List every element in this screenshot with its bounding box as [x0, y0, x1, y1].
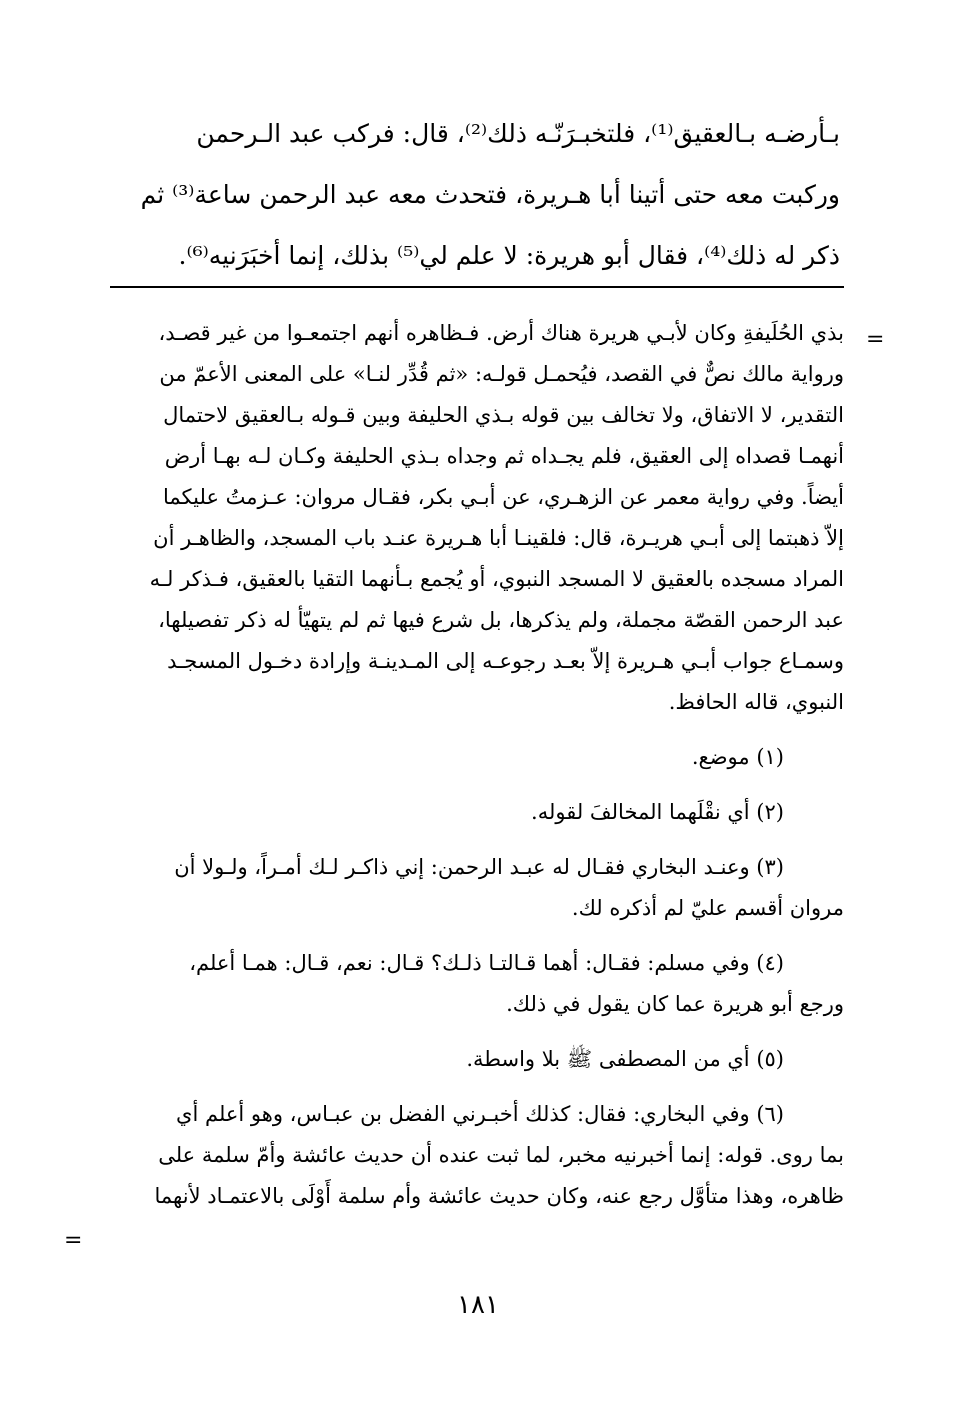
spacer [104, 723, 844, 737]
footnote-line: بما روى. قوله: إنما أخبرنيه مخبر، لما ثبت عنده أن حديث عائشة وأمّ سلمة على [158, 1143, 844, 1167]
footnote-line: أيضاً. وفي رواية معمر عن الزهـري، عن أبـي بكر، فقـال مروان: عـزمتُ عليكما [163, 485, 844, 509]
spacer [104, 1025, 844, 1039]
main-line: ذكر له ذلك⁽⁴⁾، فقال أبو هريرة: لا علم لي⁽⁵⁾ بذلك، إنما أخبَرَنيه⁽⁶⁾. [178, 241, 840, 270]
footnote-line: (٤) وفي مسلم: فقـال: أهما قـالتـا ذلـك؟ قـال: نعم، قـال: همـا أعلم، [189, 951, 784, 975]
footnote-5 [104, 1039, 844, 1080]
footnote-line: النبوي، قاله الحافظ. [668, 690, 844, 714]
footnotes-section [104, 313, 844, 1217]
footnote-line: عبد الرحمن القصّة مجملة، ولم يذكرها، بل شرع فيها ثم لم يتهيّأ له ذكر تفصيلها، [158, 608, 844, 632]
main-line: بـأرضـه بـالعقيق⁽¹⁾، فلتخبـرَنّـه ذلك⁽²⁾، قال: فركب عبد الـرحمن [196, 119, 840, 148]
footnote-line: ظاهره، وهذا متأوَّل رجع عنه، وكان حديث عائشة وأم سلمة أَوْلَى بالاعتمـاد لأنهما [154, 1184, 844, 1208]
spacer [104, 833, 844, 847]
main-line: وركبت معه حتى أتينا أبا هـريرة، فتحدث معه عبد الرحمن ساعة⁽³⁾ ثم [140, 180, 840, 209]
footnote-continuation [104, 313, 844, 723]
page-number: ١٨١ [457, 1290, 499, 1320]
footnote-line: مروان أقسم عليّ لم أذكره لك. [571, 896, 844, 920]
footnote-line: بذي الحُلَيفةِ وكان لأبـي هريرة هناك أرض. فـظاهره أنهم اجتمعـوا من غير قصـد، [158, 321, 844, 345]
footnote-2 [104, 792, 844, 833]
footnote-line: (١) موضع. [691, 745, 784, 769]
footnote-1 [104, 737, 844, 778]
footnote-line: (٥) أي من المصطفى ﷺ بلا واسطة. [466, 1047, 784, 1071]
footnote-line: (٦) وفي البخاري: فقال: كذلك أخبـرني الفضل بن عبـاس، وهو أعلم أي [176, 1102, 784, 1126]
footnote-line: ورجع أبو هريرة عما كان يقول في ذلك. [506, 992, 844, 1016]
main-text [104, 103, 840, 286]
footnote-3 [104, 847, 844, 929]
footnote-line: وسمـاع جواب أبـي هـريرة إلاّ بعـد رجوعـه إلى المـدينـة وإرادة دخـول المسجـد [167, 649, 844, 673]
footnote-line: المراد مسجده بالعقيق لا المسجد النبوي، أو يُجمع بـأنهما التقيا بالعقيق، فـذكر لـه [149, 567, 844, 591]
continuation-mark-top: = [866, 327, 885, 352]
spacer [104, 929, 844, 943]
spacer [104, 1080, 844, 1094]
footnote-line: ورواية مالك نصٌّ في القصد، فيُحمـل قولـه: «ثم قُدِّر لنـا» على المعنى الأعمّ من [159, 362, 844, 386]
footnote-separator [110, 286, 844, 288]
footnote-4 [104, 943, 844, 1025]
footnote-line: (٣) وعنـد البخاري فقـال له عبـد الرحمن: إني ذاكـر لـك أمـراً، ولـولا أن [174, 855, 784, 879]
footnote-line: أنهمـا قصداه إلى العقيق، فلم يجـداه ثم وجداه بـذي الحليفة وكـان لـه بهـا أرض [164, 444, 844, 468]
spacer [104, 778, 844, 792]
footnote-line: إلاّ ذهبتما إلى أبـي هريـرة، قال: فلقينـا أبا هـريرة عنـد باب المسجد، والظاهـر أن [153, 526, 844, 550]
footnote-line: التقدير، لا الاتفاق، ولا تخالف بين قوله بـذي الحليفة وبين قـوله بـالعقيق لاحتمال [163, 403, 844, 427]
continuation-mark-bottom: = [64, 1228, 83, 1253]
footnote-6 [104, 1094, 844, 1217]
footnote-line: (٢) أي نقْلَهما المخالفَ لقوله. [531, 800, 784, 824]
